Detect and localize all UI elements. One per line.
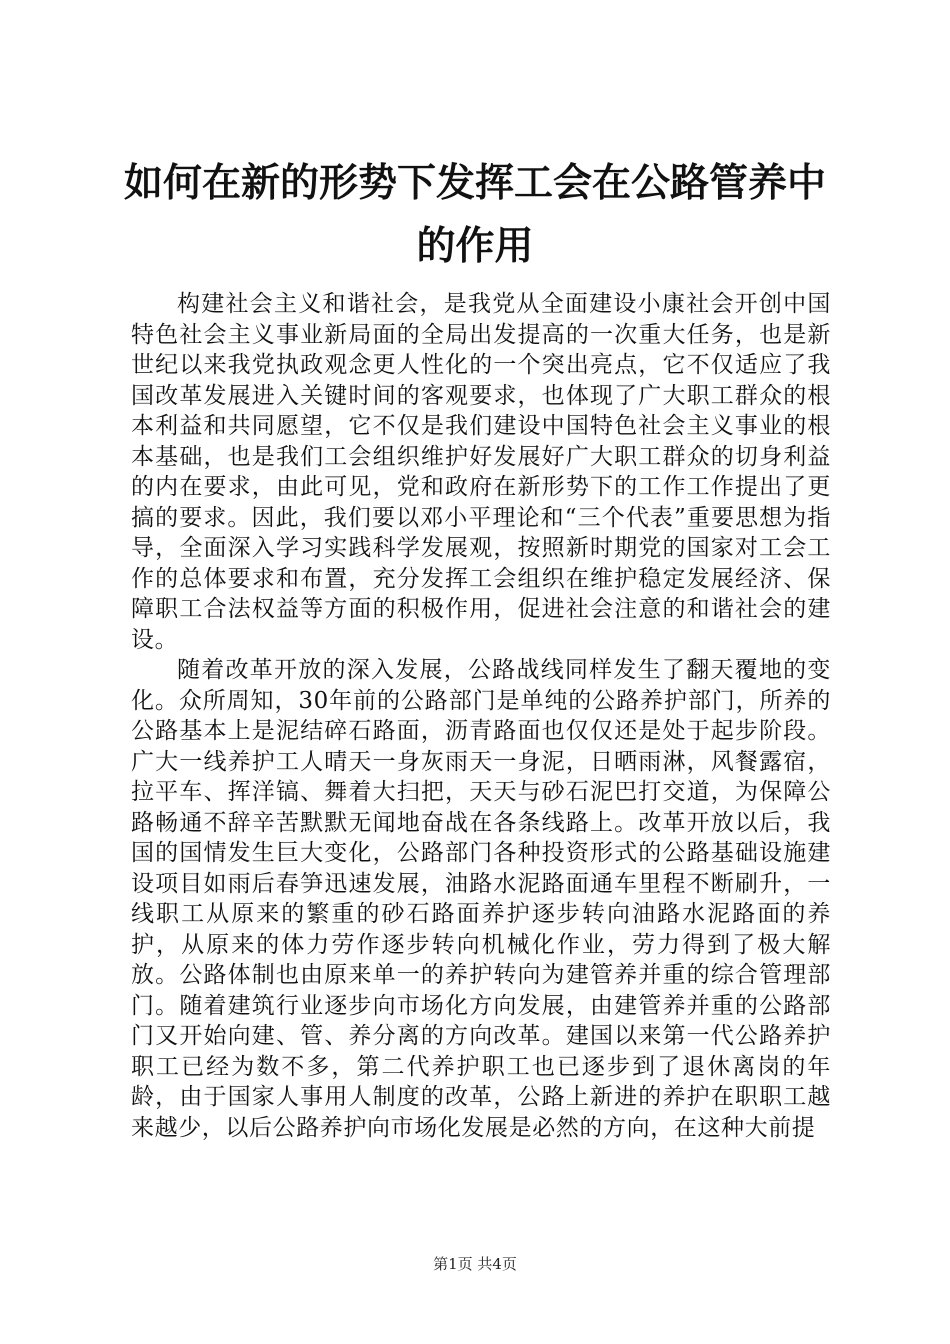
document-title: 如何在新的形势下发挥工会在公路管养中的作用 <box>123 160 826 269</box>
paragraph-2: 随着改革开放的深入发展，公路战线同样发生了翻天覆地的变化。众所周知，30年前的公路部门是单纯的公路养护部门，所养的公路基本上是泥结碎石路面，沥青路面也仅仅还是处于起步阶段。广大一线养护工人晴天一身灰雨天一身泥，日晒雨淋，风餐露宿，拉平车、挥洋镐、舞着大扫把，天天与砂石泥巴打交道，为保障公路畅通不辞辛苦默默无闻地奋战在各条线路上。改革开放以后，我国的国情发生巨大变化，公路部门各种投资形式的公路基础设施建设项目如雨后春笋迅速发展，油路水泥路面通车里程不断刷升，一线职工从原来的繁重的砂石路面养护逐步转向油路水泥路面的养护，从原来的体力劳作逐步转向机械化作业，劳力得到了极大解放。公路体制也由原来单一的养护转向为建管养并重的综合管理部门。随着建筑行业逐步向市场化方向发展，由建管养并重的公路部门又开始向建、管、养分离的方向改革。建国以来第一代公路养护职工已经为数不多，第二代养护职工也已逐步到了退休离岗的年龄，由于国家人事用人制度的改革，公路上新进的养护在职职工越来越少，以后公路养护向市场化发展是必然的方向，在这种大前提 <box>131 657 831 1141</box>
page-number-footer: 第1页 共4页 <box>433 1255 517 1273</box>
paragraph-1: 构建社会主义和谐社会，是我党从全面建设小康社会开创中国特色社会主义事业新局面的全局出发提高的一次重大任务，也是新世纪以来我党执政观念更人性化的一个突出亮点，它不仅适应了我国改革发展进入关键时间的客观要求，也体现了广大职工群众的根本利益和共同愿望，它不仅是我们建设中国特色社会主义事业的根本基础，也是我们工会组织维护好发展好广大职工群众的切身利益的内在要求，由此可见，党和政府在新形势下的工作工作提出了更搞的要求。因此，我们要以邓小平理论和“三个代表”重要思想为指导，全面深入学习实践科学发展观，按照新时期党的国家对工会工作的总体要求和布置，充分发挥工会组织在维护稳定发展经济、保障职工合法权益等方面的积极作用，促进社会注意的和谐社会的建设。 <box>131 291 831 653</box>
document-body <box>131 289 831 1143</box>
